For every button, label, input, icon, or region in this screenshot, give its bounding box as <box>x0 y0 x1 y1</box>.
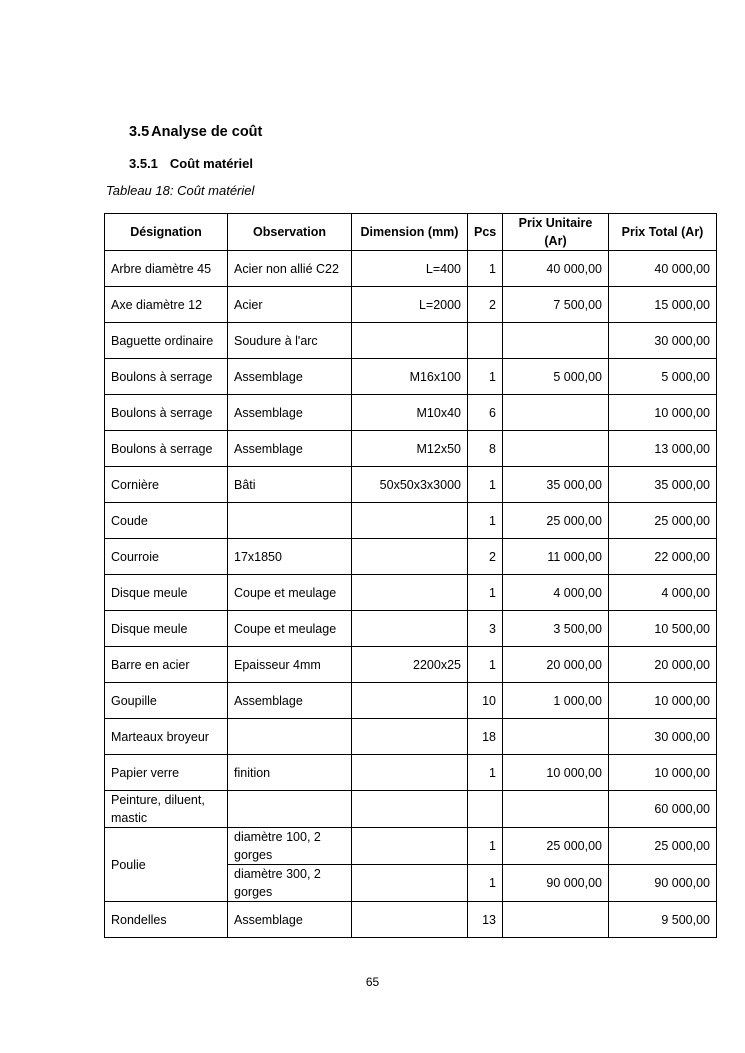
cell-unit-price <box>503 431 609 467</box>
cell-total-price: 60 000,00 <box>609 791 717 828</box>
cell-total-price: 30 000,00 <box>609 719 717 755</box>
header-observation: Observation <box>228 214 352 251</box>
table-row <box>105 902 717 938</box>
cell-unit-price: 90 000,00 <box>503 865 609 902</box>
cell-total-price: 9 500,00 <box>609 902 717 938</box>
cell-pcs: 1 <box>468 251 503 287</box>
cell-pcs: 2 <box>468 539 503 575</box>
cell-designation: Rondelles <box>105 902 228 938</box>
cell-total-price: 10 500,00 <box>609 611 717 647</box>
table-row <box>105 828 717 865</box>
cell-unit-price: 25 000,00 <box>503 503 609 539</box>
cell-total-price: 20 000,00 <box>609 647 717 683</box>
cell-pcs: 1 <box>468 467 503 503</box>
cell-total-price: 25 000,00 <box>609 503 717 539</box>
cell-dimension <box>352 323 468 359</box>
table-row <box>105 575 717 611</box>
cell-observation <box>228 503 352 539</box>
cell-pcs: 1 <box>468 359 503 395</box>
table-row <box>105 503 717 539</box>
header-designation: Désignation <box>105 214 228 251</box>
subsection-heading <box>129 156 253 171</box>
cell-unit-price: 20 000,00 <box>503 647 609 683</box>
cell-total-price: 22 000,00 <box>609 539 717 575</box>
header-total-price: Prix Total (Ar) <box>609 214 717 251</box>
cell-pcs: 1 <box>468 503 503 539</box>
cell-unit-price: 4 000,00 <box>503 575 609 611</box>
cell-designation: Barre en acier <box>105 647 228 683</box>
cell-dimension: 50x50x3x3000 <box>352 467 468 503</box>
header-pcs: Pcs <box>468 214 503 251</box>
cell-dimension <box>352 755 468 791</box>
cell-observation: Assemblage <box>228 902 352 938</box>
header-unit-price: Prix Unitaire (Ar) <box>503 214 609 251</box>
cell-designation: Disque meule <box>105 611 228 647</box>
cell-designation: Boulons à serrage <box>105 431 228 467</box>
cell-pcs: 18 <box>468 719 503 755</box>
cell-designation: Cornière <box>105 467 228 503</box>
table-caption: Tableau 18: Coût matériel <box>106 183 255 198</box>
cell-unit-price <box>503 791 609 828</box>
cell-total-price: 30 000,00 <box>609 323 717 359</box>
cell-total-price: 35 000,00 <box>609 467 717 503</box>
cell-dimension: M16x100 <box>352 359 468 395</box>
cell-observation: Assemblage <box>228 683 352 719</box>
table-row <box>105 683 717 719</box>
cell-pcs <box>468 791 503 828</box>
cell-observation: Coupe et meulage <box>228 575 352 611</box>
table-row <box>105 467 717 503</box>
cell-unit-price: 5 000,00 <box>503 359 609 395</box>
cell-dimension <box>352 865 468 902</box>
cell-total-price: 15 000,00 <box>609 287 717 323</box>
cell-unit-price <box>503 323 609 359</box>
cell-dimension: M12x50 <box>352 431 468 467</box>
cell-pcs: 2 <box>468 287 503 323</box>
table-row <box>105 431 717 467</box>
cell-observation: Epaisseur 4mm <box>228 647 352 683</box>
cell-unit-price: 10 000,00 <box>503 755 609 791</box>
cell-observation <box>228 791 352 828</box>
table-row <box>105 791 717 828</box>
cell-designation: Arbre diamètre 45 <box>105 251 228 287</box>
header-dimension: Dimension (mm) <box>352 214 468 251</box>
cell-total-price: 5 000,00 <box>609 359 717 395</box>
cell-unit-price <box>503 719 609 755</box>
cell-designation: Papier verre <box>105 755 228 791</box>
cell-dimension: L=2000 <box>352 287 468 323</box>
cell-dimension: 2200x25 <box>352 647 468 683</box>
cell-observation <box>228 719 352 755</box>
cell-observation: Coupe et meulage <box>228 611 352 647</box>
cell-observation: Assemblage <box>228 359 352 395</box>
cell-pcs: 6 <box>468 395 503 431</box>
cell-total-price: 25 000,00 <box>609 828 717 865</box>
table-row <box>105 359 717 395</box>
cell-observation: 17x1850 <box>228 539 352 575</box>
cell-total-price: 10 000,00 <box>609 395 717 431</box>
cell-pcs <box>468 323 503 359</box>
cell-dimension <box>352 503 468 539</box>
cell-observation: diamètre 300, 2 gorges <box>228 865 352 902</box>
subsection-number: 3.5.1 <box>129 156 158 171</box>
cell-pcs: 1 <box>468 865 503 902</box>
cell-unit-price: 11 000,00 <box>503 539 609 575</box>
cell-total-price: 40 000,00 <box>609 251 717 287</box>
cell-observation: finition <box>228 755 352 791</box>
table-row <box>105 251 717 287</box>
cell-total-price: 10 000,00 <box>609 683 717 719</box>
cell-designation: Disque meule <box>105 575 228 611</box>
cell-observation: Soudure à l'arc <box>228 323 352 359</box>
cell-designation: Poulie <box>105 828 228 902</box>
cell-unit-price: 7 500,00 <box>503 287 609 323</box>
cell-dimension <box>352 828 468 865</box>
cell-dimension <box>352 611 468 647</box>
cell-designation: Marteaux broyeur <box>105 719 228 755</box>
cell-pcs: 13 <box>468 902 503 938</box>
cell-unit-price: 1 000,00 <box>503 683 609 719</box>
cell-dimension: L=400 <box>352 251 468 287</box>
cell-total-price: 10 000,00 <box>609 755 717 791</box>
cell-pcs: 1 <box>468 755 503 791</box>
table-row <box>105 539 717 575</box>
cell-observation: Bâti <box>228 467 352 503</box>
cell-designation: Axe diamètre 12 <box>105 287 228 323</box>
cell-dimension <box>352 902 468 938</box>
cell-observation: Assemblage <box>228 395 352 431</box>
table-row <box>105 287 717 323</box>
cell-pcs: 1 <box>468 647 503 683</box>
cell-pcs: 8 <box>468 431 503 467</box>
cell-designation: Boulons à serrage <box>105 359 228 395</box>
cell-total-price: 13 000,00 <box>609 431 717 467</box>
cell-dimension <box>352 683 468 719</box>
cell-unit-price: 3 500,00 <box>503 611 609 647</box>
table-row <box>105 647 717 683</box>
table-row <box>105 755 717 791</box>
cell-observation: Assemblage <box>228 431 352 467</box>
cell-observation: diamètre 100, 2 gorges <box>228 828 352 865</box>
cell-unit-price: 40 000,00 <box>503 251 609 287</box>
cell-designation: Coude <box>105 503 228 539</box>
cell-pcs: 1 <box>468 575 503 611</box>
cell-dimension <box>352 575 468 611</box>
table-row <box>105 395 717 431</box>
table-header-row <box>105 214 717 251</box>
cell-observation: Acier <box>228 287 352 323</box>
cell-total-price: 4 000,00 <box>609 575 717 611</box>
cell-designation: Courroie <box>105 539 228 575</box>
cell-unit-price: 35 000,00 <box>503 467 609 503</box>
cell-dimension <box>352 791 468 828</box>
table-row <box>105 323 717 359</box>
cell-dimension: M10x40 <box>352 395 468 431</box>
cell-unit-price: 25 000,00 <box>503 828 609 865</box>
cell-designation: Baguette ordinaire <box>105 323 228 359</box>
section-heading <box>129 124 262 140</box>
cell-designation: Boulons à serrage <box>105 395 228 431</box>
subsection-title: Coût matériel <box>169 156 253 171</box>
cost-table <box>104 213 717 938</box>
section-number: 3.5 <box>129 124 150 140</box>
cell-dimension <box>352 719 468 755</box>
cell-total-price: 90 000,00 <box>609 865 717 902</box>
cell-dimension <box>352 539 468 575</box>
cell-pcs: 3 <box>468 611 503 647</box>
cell-pcs: 1 <box>468 828 503 865</box>
table-body <box>105 251 717 938</box>
page-number: 65 <box>365 975 380 989</box>
cell-unit-price <box>503 902 609 938</box>
cell-designation: Peinture, diluent, mastic <box>105 791 228 828</box>
section-title: Analyse de coût <box>151 124 263 140</box>
cell-pcs: 10 <box>468 683 503 719</box>
table-row <box>105 611 717 647</box>
cell-designation: Goupille <box>105 683 228 719</box>
table-row <box>105 719 717 755</box>
cell-observation: Acier non allié C22 <box>228 251 352 287</box>
cell-unit-price <box>503 395 609 431</box>
